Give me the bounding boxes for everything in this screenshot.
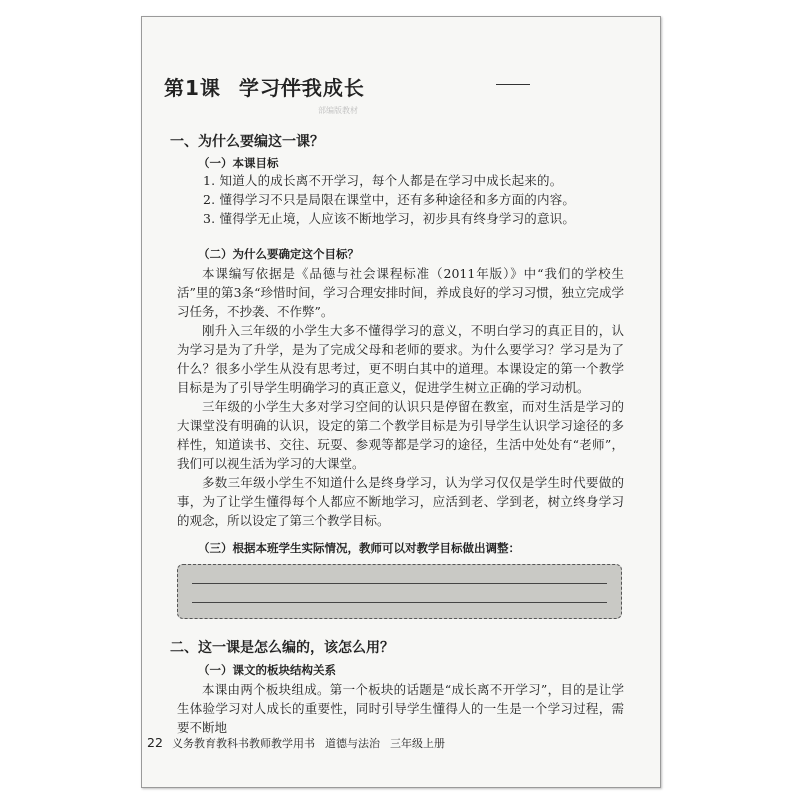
goal-item: 2. 懂得学习不只是局限在课堂中，还有多种途径和多方面的内容。 — [203, 192, 576, 207]
section1-heading: 一、为什么要编这一课？ — [170, 134, 324, 150]
section1-sub1-heading: （一）本课目标 — [198, 156, 279, 170]
running-footer — [172, 735, 455, 751]
writing-line — [192, 602, 607, 603]
section1-sub3-heading: （三）根据本班学生实际情况，教师可以对教学目标做出调整： — [198, 541, 520, 555]
section2-heading: 二、这一课是怎么编的，该怎么用？ — [170, 640, 394, 656]
paragraph: 多数三年级小学生不知道什么是终身学习，认为学习仅仅是学生时代要做的事，为了让学生懂得每个人都应不断地学习，应活到老、学到老，树立终身学习的观念，所以设定了第三个教学目标。 — [177, 475, 624, 528]
paragraph: 本课编写依据是《品德与社会课程标准（2011年版）》中“我们的学校生活”里的第3条“珍惜时间，学习合理安排时间，养成良好的学习习惯，独立完成学习任务，不抄袭、不作弊”。 — [177, 266, 624, 319]
watermark: 部编版教材 — [318, 106, 358, 115]
page-number: 22 — [147, 735, 163, 750]
goal-item: 1. 知道人的成长离不开学习，每个人都是在学习中成长起来的。 — [203, 173, 563, 188]
footer-series: 义务教育教科书教师教学用书 — [172, 737, 315, 750]
lesson-name: 学习伴我成长 — [238, 76, 365, 100]
title-rule-right — [496, 84, 530, 85]
footer-grade: 三年级上册 — [390, 737, 445, 750]
writing-line — [192, 583, 607, 584]
paragraph: 刚升入三年级的小学生大多不懂得学习的意义，不明白学习的真正目的，认为学习是为了升学，是为了完成父母和老师的要求。为什么要学习？学习是为了什么？很多小学生从没有思考过，更不明白其中的道理。本课设定的第一个教学目标是为了引导学生明确学习的真正意义，促进学生树立正确的学习动机。 — [177, 323, 624, 395]
section1-sub2-heading: （二）为什么要确定这个目标？ — [198, 247, 359, 261]
paragraph: 三年级的小学生大多对学习空间的认识只是停留在教室，而对生活是学习的大课堂没有明确的认识，设定的第二个教学目标是为引导学生认识学习途径的多样性，知道读书、交往、玩耍、参观等都是学习的途径，生活中处处有“老师”，我们可以视生活为学习的大课堂。 — [177, 399, 624, 471]
teacher-notes-box[interactable] — [177, 564, 622, 619]
goal-item: 3. 懂得学无止境，人应该不断地学习，初步具有终身学习的意识。 — [203, 211, 576, 226]
footer-subject: 道德与法治 — [325, 737, 380, 750]
paragraph: 本课由两个板块组成。第一个板块的话题是“成长离不开学习”，目的是让学生体验学习对人成长的重要性，同时引导学生懂得人的一生是一个学习过程，需要不断地 — [177, 682, 624, 735]
lesson-number: 第1课 — [164, 76, 221, 100]
lesson-title — [164, 72, 365, 101]
section2-sub1-heading: （一）课文的板块结构关系 — [198, 663, 336, 677]
